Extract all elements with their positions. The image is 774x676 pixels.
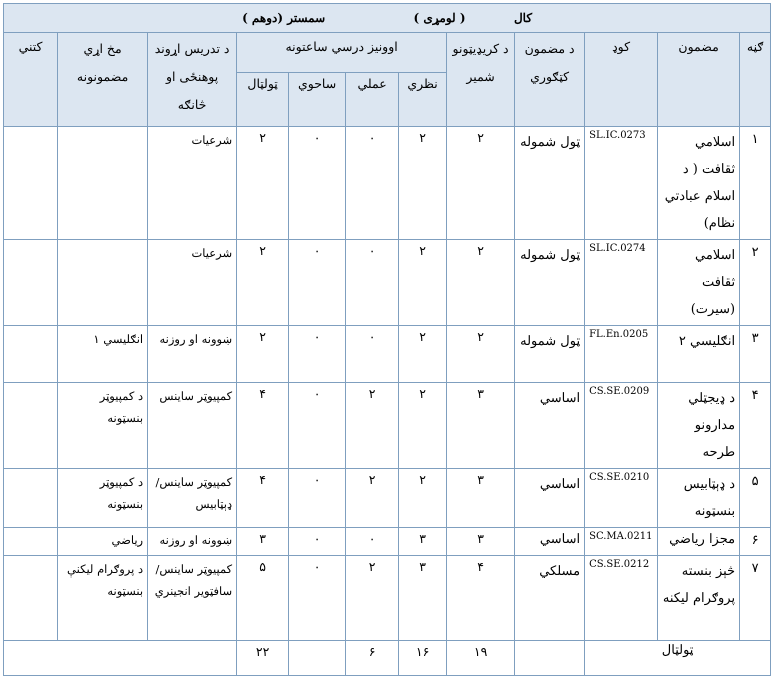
row-prerequisite [58,127,148,240]
header-theory: نظري [399,73,447,127]
header-category: د مضمون کټګوري [515,33,585,127]
row-notes [4,127,58,240]
row-practical: ۰ [346,127,399,240]
row-subject: اسلامي ثقافت ( د اسلام عبادتي نظام) [658,127,740,240]
row-credits: ۳ [447,528,515,556]
totals-label: ټولټال [585,641,771,676]
header-no: ګڼه [740,33,771,127]
row-credits: ۳ [447,469,515,528]
row-no: ۵ [740,469,771,528]
row-subject: اسلامي ثقافت (سیرت) [658,240,740,326]
title-cell [4,4,771,33]
row-subject: انګلیسي ۲ [658,326,740,383]
row-total: ۳ [237,528,289,556]
row-department: ښوونه او روزنه [148,326,237,383]
row-theory: ۲ [399,469,447,528]
row-total: ۴ [237,383,289,469]
row-theory: ۲ [399,326,447,383]
header-field: ساحوي [289,73,346,127]
header-credits: د کریډیټونو شمیر [447,33,515,127]
row-subject: مجزا ریاضي [658,528,740,556]
row-practical: ۲ [346,469,399,528]
row-code: SL.IC.0273 [585,127,658,240]
table-row [4,383,771,469]
header-row [4,33,771,73]
row-notes [4,556,58,641]
row-department: کمپیوټر ساینس/ سافټویر انجینري [148,556,237,641]
row-code: CS.SE.0212 [585,556,658,641]
row-field: ۰ [289,556,346,641]
row-subject: د ډېټابیس بنسټونه [658,469,740,528]
row-total: ۲ [237,127,289,240]
row-notes [4,528,58,556]
row-field: ۰ [289,240,346,326]
row-department: شرعیات [148,127,237,240]
row-field: ۰ [289,528,346,556]
year-label: کال [513,11,533,25]
totals-credits: ۱۹ [447,641,515,676]
row-no: ۶ [740,528,771,556]
row-theory: ۲ [399,127,447,240]
row-total: ۲ [237,326,289,383]
row-theory: ۳ [399,528,447,556]
totals-row [4,641,771,676]
row-credits: ۲ [447,127,515,240]
row-prerequisite: انګلیسي ۱ [58,326,148,383]
header-prerequisite: مخ اړي مضمونونه [58,33,148,127]
row-category: اساسي [515,528,585,556]
row-practical: ۲ [346,383,399,469]
row-department: ښوونه او روزنه [148,528,237,556]
row-subject: څېز بنسته پروګرام لیکنه [658,556,740,641]
table-row [4,240,771,326]
row-total: ۵ [237,556,289,641]
row-credits: ۲ [447,326,515,383]
row-category: مسلکي [515,556,585,641]
row-practical: ۰ [346,326,399,383]
table-row [4,528,771,556]
row-notes [4,383,58,469]
row-prerequisite: د کمپیوټر بنسټونه [58,469,148,528]
table-row [4,127,771,240]
row-category: ټول شموله [515,240,585,326]
row-field: ۰ [289,127,346,240]
row-credits: ۳ [447,383,515,469]
row-notes [4,326,58,383]
totals-empty [4,641,237,676]
row-credits: ۴ [447,556,515,641]
curriculum-table [3,3,771,676]
header-total: ټولټال [237,73,289,127]
header-code: کوډ [585,33,658,127]
row-theory: ۲ [399,240,447,326]
row-no: ۳ [740,326,771,383]
totals-total: ۲۲ [237,641,289,676]
header-subject: مضمون [658,33,740,127]
row-prerequisite [58,240,148,326]
row-theory: ۳ [399,556,447,641]
totals-practical: ۶ [346,641,399,676]
row-total: ۴ [237,469,289,528]
row-theory: ۲ [399,383,447,469]
row-field: ۰ [289,326,346,383]
row-credits: ۲ [447,240,515,326]
table-row [4,469,771,528]
row-total: ۲ [237,240,289,326]
row-no: ۱ [740,127,771,240]
row-code: FL.En.0205 [585,326,658,383]
header-weekly-hours: اوونیز درسي ساعتونه [237,33,447,73]
row-code: SC.MA.0211 [585,528,658,556]
header-practical: عملي [346,73,399,127]
totals-field [289,641,346,676]
row-department: شرعیات [148,240,237,326]
row-prerequisite: د پروګرام لیکنې بنسټونه [58,556,148,641]
row-field: ۰ [289,383,346,469]
header-notes: کتني [4,33,58,127]
row-category: اساسي [515,383,585,469]
table-row [4,556,771,641]
totals-empty-category [515,641,585,676]
header-department: د تدریس اړوند پوهنځی او څانګه [148,33,237,127]
row-category: اساسي [515,469,585,528]
row-code: CS.SE.0210 [585,469,658,528]
totals-theory: ۱۶ [399,641,447,676]
year-value: ( لومړی ) [413,11,466,25]
row-category: ټول شموله [515,326,585,383]
row-notes [4,469,58,528]
table-row [4,326,771,383]
row-code: CS.SE.0209 [585,383,658,469]
row-practical: ۰ [346,528,399,556]
row-department: کمپیوټر ساینس [148,383,237,469]
row-no: ۴ [740,383,771,469]
row-prerequisite: ریاضي [58,528,148,556]
row-no: ۲ [740,240,771,326]
semester-label: سمستر (دوهم ) [242,11,326,25]
row-prerequisite: د کمپیوټر بنسټونه [58,383,148,469]
row-code: SL.IC.0274 [585,240,658,326]
row-department: کمپیوټر ساینس/ ډېټابیس [148,469,237,528]
row-subject: د ډیجټلي مدارونو طرحه [658,383,740,469]
row-field: ۰ [289,469,346,528]
row-category: ټول شموله [515,127,585,240]
row-practical: ۲ [346,556,399,641]
row-practical: ۰ [346,240,399,326]
row-notes [4,240,58,326]
title-row [4,4,771,33]
row-no: ۷ [740,556,771,641]
